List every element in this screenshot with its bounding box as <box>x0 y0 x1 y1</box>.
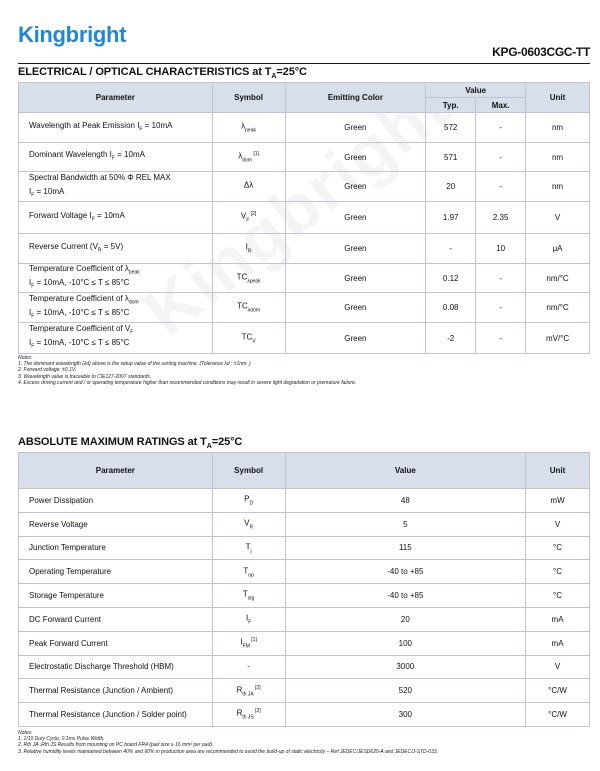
parameter-text: = 10mA, -10°C ≤ T ≤ 85°C <box>34 307 130 317</box>
symbol-text: R <box>236 709 243 719</box>
symbol-text: T <box>245 542 251 552</box>
symbol-subscript: dom <box>242 157 252 164</box>
symbol-text: λ <box>241 122 246 132</box>
parameter-cell: Operating Temperature <box>19 560 213 584</box>
color-cell: Green <box>285 172 426 202</box>
note-line: 3. Relative humidity levels maintained between 40% and 60% in production area are recommended to avoid the build-up of static electricity – Ref JEDEC/JESD625-A and JEDEC/J-STD-033. <box>18 748 439 755</box>
symbol-text: TC <box>236 272 248 282</box>
symbol-note-ref: [2] <box>249 211 257 218</box>
value-cell: -40 to +85 <box>285 560 526 584</box>
parameter-subscript: F <box>31 192 35 199</box>
parameter-subscript: F <box>31 283 35 290</box>
parameter-text: Dominant Wavelength I <box>29 150 112 160</box>
symbol-text: TC <box>241 332 253 342</box>
note-line: 1. The dominant wavelength (λd) above is the setup value of the sorting machine. (Tolerance λd : ±1nm. ) <box>18 361 251 368</box>
symbol-subscript: stg <box>247 595 255 602</box>
parameter-line <box>29 338 212 352</box>
symbol-text: T <box>243 566 249 576</box>
parameter-text: Temperature Coefficient of V <box>29 324 131 334</box>
parameter-text: = 10mA <box>34 186 65 196</box>
typ-cell: 0.08 <box>426 293 476 323</box>
parameter-text: = 10mA, -10°C ≤ T ≤ 85°C <box>34 338 130 347</box>
symbol-cell <box>212 560 285 584</box>
note-line: 4. Excess driving current and / or operating temperature higher than recommended conditions may result in severe light degradation or premature failure. <box>18 379 357 386</box>
symbol-text: Δλ <box>243 181 254 191</box>
symbol-cell <box>212 631 285 655</box>
symbol-text: - <box>247 661 250 671</box>
note-line: 2. Forward voltage: ±0.1V. <box>18 367 77 374</box>
symbol-note-ref: [1] <box>249 637 257 644</box>
parameter-line <box>29 294 212 308</box>
color-cell: Green <box>285 323 426 354</box>
col-header-max: Max. <box>476 98 526 113</box>
parameter-text: Wavelength at Peak Emission I <box>29 120 140 130</box>
symbol-subscript: V <box>252 338 256 345</box>
col-header-value: Value <box>426 83 526 98</box>
symbol-subscript: peak <box>245 127 256 134</box>
table-row <box>19 631 590 655</box>
symbol-cell <box>212 536 285 560</box>
parameter-subscript: dom <box>128 299 139 306</box>
value-cell: 300 <box>285 703 526 727</box>
unit-cell: mV/°C <box>526 323 590 354</box>
symbol-cell <box>212 703 285 727</box>
unit-cell: °C <box>526 584 590 608</box>
table-row <box>19 703 590 727</box>
color-cell: Green <box>285 264 426 293</box>
unit-cell: mW <box>526 489 590 513</box>
parameter-subscript: R <box>97 247 102 254</box>
unit-cell: °C <box>526 560 590 584</box>
electrical-table <box>18 82 590 354</box>
symbol-subscript: th JA <box>242 690 254 697</box>
symbol-subscript: R <box>249 524 254 531</box>
parameter-line <box>29 324 212 338</box>
parameter-cell <box>19 293 213 323</box>
symbol-subscript: F <box>248 619 252 626</box>
value-cell: 520 <box>285 679 526 703</box>
unit-cell: V <box>526 512 590 536</box>
table-row <box>19 536 590 560</box>
unit-cell: nm/°C <box>526 293 590 323</box>
symbol-subscript: op <box>248 571 254 578</box>
parameter-line <box>29 308 212 322</box>
parameter-cell: Thermal Resistance (Junction / Ambient) <box>19 679 213 703</box>
table-row <box>19 512 590 536</box>
parameter-cell: Junction Temperature <box>19 536 213 560</box>
absolute-section-title: ABSOLUTE MAXIMUM RATINGS at $T_A=25^\circ C$ <box>18 436 243 451</box>
symbol-subscript: F <box>246 217 250 224</box>
table-row <box>19 264 590 293</box>
unit-cell: μA <box>526 234 590 264</box>
symbol-text: V <box>244 518 250 528</box>
max-cell: - <box>476 264 526 293</box>
color-cell: Green <box>285 234 426 264</box>
parameter-text: I <box>29 186 32 196</box>
symbol-subscript: λpeak <box>247 278 261 285</box>
parameter-text: I <box>29 338 32 347</box>
symbol-cell <box>212 113 285 143</box>
symbol-note-ref: [2] <box>253 684 261 691</box>
typ-cell: - <box>426 234 476 264</box>
parameter-line <box>29 242 212 256</box>
max-cell: - <box>476 323 526 354</box>
table-row <box>19 172 590 202</box>
electrical-notes <box>18 355 356 386</box>
symbol-subscript: j <box>250 548 252 555</box>
typ-cell: 0.12 <box>426 264 476 293</box>
parameter-subscript: F <box>111 155 115 162</box>
table-row <box>19 560 590 584</box>
symbol-cell <box>212 143 285 172</box>
parameter-line <box>29 187 212 201</box>
unit-cell: V <box>526 202 590 234</box>
parameter-cell: Reverse Voltage <box>19 512 213 536</box>
symbol-cell <box>212 323 285 354</box>
parameter-line <box>29 173 212 187</box>
parameter-text: Temperature Coefficient of λ <box>29 293 129 303</box>
parameter-cell: Thermal Resistance (Junction / Solder point) <box>19 703 213 727</box>
unit-cell: V <box>526 655 590 679</box>
unit-cell: °C/W <box>526 679 590 703</box>
part-number: KPG-0603CGC-TT <box>492 45 590 59</box>
symbol-subscript: th JS <box>242 714 254 721</box>
value-cell: -40 to +85 <box>285 584 526 608</box>
table-row <box>19 113 590 143</box>
col-header-unit: Unit <box>526 453 590 489</box>
parameter-cell <box>19 323 213 354</box>
col-header-symbol: Symbol <box>212 83 285 113</box>
brand-logo: Kingbright <box>18 22 127 47</box>
note-line: Notes: <box>18 355 33 361</box>
symbol-cell <box>212 584 285 608</box>
color-cell: Green <box>285 113 426 143</box>
value-cell: 48 <box>285 489 526 513</box>
table-row <box>19 234 590 264</box>
unit-cell: nm/°C <box>526 264 590 293</box>
value-cell: 20 <box>285 607 526 631</box>
value-cell: 115 <box>285 536 526 560</box>
parameter-text: = 10mA <box>142 120 173 130</box>
symbol-text: V <box>240 212 247 222</box>
parameter-line <box>29 150 212 164</box>
typ-cell: 1.97 <box>426 202 476 234</box>
color-cell: Green <box>285 293 426 323</box>
parameter-cell <box>19 143 213 172</box>
note-line: 3. Wavelength value is traceable to CIE127-2007 standards. <box>18 373 152 380</box>
unit-cell: nm <box>526 143 590 172</box>
symbol-text: I <box>245 243 248 253</box>
note-line: 2. Rth JA ,Rth JS Results from mounting on PC board FR4 (pad size ≥ 16 mm² per pad). <box>18 742 214 749</box>
symbol-cell <box>212 264 285 293</box>
parameter-cell: Electrostatic Discharge Threshold (HBM) <box>19 655 213 679</box>
typ-cell: 20 <box>426 172 476 202</box>
col-header-parameter: Parameter <box>19 83 213 113</box>
symbol-cell <box>212 234 285 264</box>
parameter-text: = 10mA <box>94 210 125 220</box>
table-row <box>19 202 590 234</box>
table-row <box>19 607 590 631</box>
table-row <box>19 323 590 354</box>
symbol-text: I <box>245 613 249 623</box>
parameter-text: = 10mA, -10°C ≤ T ≤ 85°C <box>34 278 130 287</box>
value-cell: 5 <box>285 512 526 536</box>
unit-cell: °C <box>526 536 590 560</box>
absolute-notes <box>18 730 438 755</box>
col-header-unit: Unit <box>526 83 590 113</box>
max-cell: 10 <box>476 234 526 264</box>
unit-cell: nm <box>526 172 590 202</box>
symbol-cell <box>212 489 285 513</box>
parameter-cell <box>19 172 213 202</box>
max-cell: - <box>476 113 526 143</box>
table-row <box>19 143 590 172</box>
value-cell: 100 <box>285 631 526 655</box>
parameter-cell: Power Dissipation <box>19 489 213 513</box>
col-header-emitting-color: Emitting Color <box>285 83 426 113</box>
parameter-line <box>29 264 212 278</box>
max-cell: 2.35 <box>476 202 526 234</box>
table-row <box>19 293 590 323</box>
max-cell: - <box>476 172 526 202</box>
parameter-line <box>29 211 212 225</box>
symbol-note-ref: [2] <box>253 708 261 715</box>
table-row <box>19 584 590 608</box>
col-header-typ: Typ. <box>426 98 476 113</box>
parameter-text: I <box>29 307 32 317</box>
table-row <box>19 489 590 513</box>
symbol-cell <box>212 512 285 536</box>
col-header-parameter: Parameter <box>19 453 213 489</box>
col-header-value: Value <box>285 453 526 489</box>
symbol-cell <box>212 655 285 679</box>
note-line: Notes: <box>18 730 33 736</box>
parameter-cell <box>19 202 213 234</box>
value-cell: 3000 <box>285 655 526 679</box>
parameter-text: Spectral Bandwidth at 50% Φ REL MAX <box>29 172 171 182</box>
parameter-text: = 5V) <box>101 241 124 251</box>
table-row <box>19 679 590 703</box>
note-line: 1. 1/10 Duty Cycle, 0.1ms Pulse Width. <box>18 736 105 743</box>
typ-cell: 572 <box>426 113 476 143</box>
parameter-cell: Storage Temperature <box>19 584 213 608</box>
max-cell: - <box>476 143 526 172</box>
symbol-cell <box>212 293 285 323</box>
parameter-subscript: F <box>130 330 134 336</box>
symbol-subscript: FM <box>242 643 250 650</box>
symbol-text: P <box>244 494 250 504</box>
parameter-text: Reverse Current (V <box>29 241 98 251</box>
symbol-text: T <box>242 590 248 600</box>
symbol-subscript: D <box>249 500 254 507</box>
unit-cell: nm <box>526 113 590 143</box>
parameter-subscript: F <box>91 216 95 223</box>
symbol-cell <box>212 172 285 202</box>
page-header <box>18 22 590 64</box>
parameter-text: Forward Voltage I <box>29 210 92 220</box>
color-cell: Green <box>285 202 426 234</box>
symbol-cell <box>212 607 285 631</box>
symbol-text: TC <box>237 302 248 312</box>
symbol-subscript: λdom <box>247 307 261 314</box>
symbol-cell <box>212 202 285 234</box>
unit-cell: mA <box>526 631 590 655</box>
max-cell: - <box>476 293 526 323</box>
symbol-text: λ <box>238 151 243 161</box>
parameter-cell <box>19 264 213 293</box>
parameter-text: I <box>29 278 32 287</box>
parameter-text: Temperature Coefficient of λ <box>29 264 129 274</box>
symbol-subscript: R <box>247 248 252 255</box>
parameter-line <box>29 121 212 135</box>
parameter-cell <box>19 113 213 143</box>
table-row <box>19 655 590 679</box>
unit-cell: mA <box>526 607 590 631</box>
parameter-subscript: peak <box>128 270 140 276</box>
unit-cell: °C/W <box>526 703 590 727</box>
symbol-text: R <box>236 685 243 695</box>
absolute-ratings-table <box>18 452 590 727</box>
symbol-note-ref: [1] <box>251 150 259 157</box>
parameter-subscript: F <box>31 313 35 320</box>
parameter-cell: Peak Forward Current <box>19 631 213 655</box>
symbol-cell <box>212 679 285 703</box>
parameter-text: = 10mA <box>114 150 145 160</box>
typ-cell: 571 <box>426 143 476 172</box>
typ-cell: -2 <box>426 323 476 354</box>
electrical-section-title: ELECTRICAL / OPTICAL CHARACTERISTICS at $T_A=25^\circ C$ <box>18 66 307 81</box>
symbol-text: I <box>240 637 243 647</box>
color-cell: Green <box>285 143 426 172</box>
parameter-subscript: F <box>31 343 35 350</box>
parameter-cell <box>19 234 213 264</box>
parameter-line <box>29 278 212 292</box>
parameter-subscript: F <box>139 126 143 133</box>
parameter-cell: DC Forward Current <box>19 607 213 631</box>
col-header-symbol: Symbol <box>212 453 285 489</box>
